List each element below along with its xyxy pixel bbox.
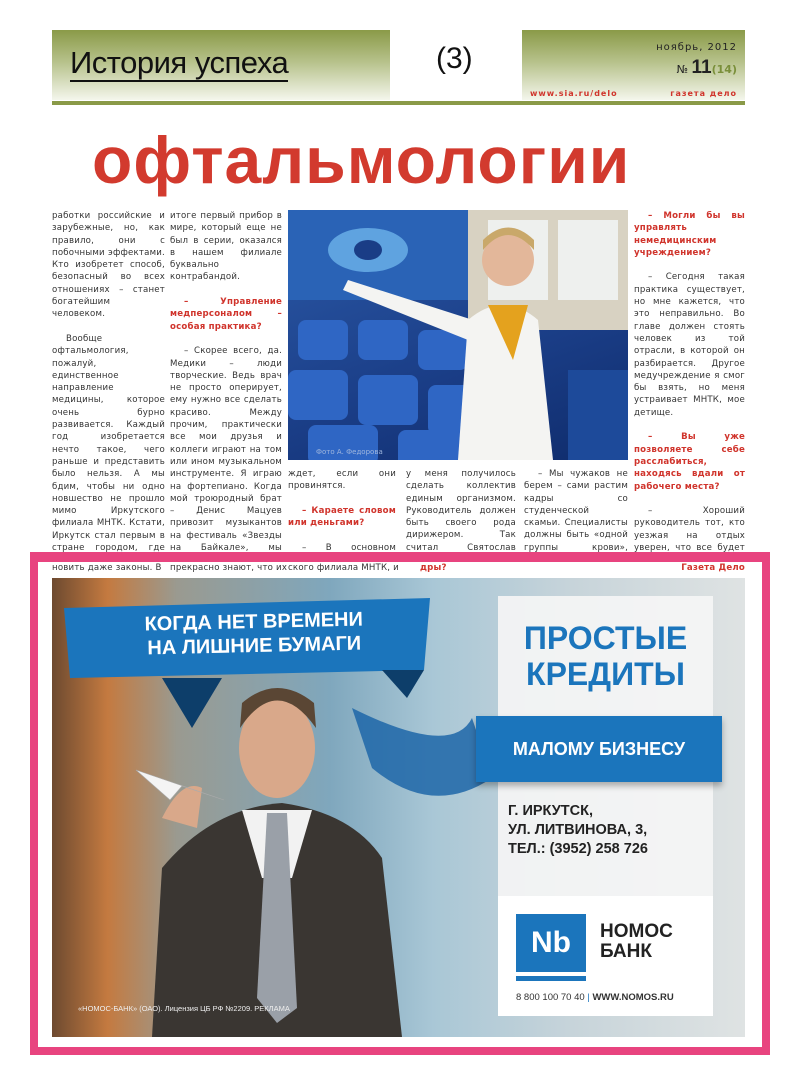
paragraph: ждет, если они провинятся. — [288, 469, 396, 492]
site-url[interactable]: www.sia.ru/delo — [530, 89, 618, 98]
article-title: офтальмологии — [92, 123, 631, 197]
page-number: (3) — [436, 42, 473, 75]
ad-legal-text: «НОМОС-БАНК» (ОАО). Лицензия ЦБ РФ №2209. РЕКЛАМА — [78, 1004, 290, 1013]
bank-contacts: 8 800 100 70 40 | WWW.NOMOS.RU — [516, 992, 674, 1003]
section-title: История успеха — [70, 45, 289, 80]
article-signature: Газета Дело — [681, 563, 745, 573]
text-column — [524, 468, 628, 552]
ad-info-panel — [498, 596, 713, 1016]
continued-text: прекрасно знают, что их — [170, 563, 288, 573]
bank-logo-box — [498, 896, 713, 1016]
continued-text: ского филиала МНТК, и — [288, 563, 399, 573]
continued-text: дры? — [420, 563, 447, 573]
paragraph: – В основном — [302, 542, 396, 552]
interview-question: – Вы уже позволяете себе расслабиться, находясь вдали от рабочего места? — [634, 432, 745, 492]
paragraph: Вообще офтальмология, пожалуй, единственное направление медицины, которое очень бурно развивается. Каждый год изобретается нечто такое, чего раньше и представить было нельзя. А мы бдим, чтобы ни одно новшество не прошло мимо Иркутского филиала МНТК. Кстати, Иркутск стал первым в стране городом, где — [52, 333, 165, 552]
nomos-logo-icon: Nb — [516, 914, 586, 972]
interview-question: – Управление медперсоналом – особая практика? — [170, 297, 282, 332]
ad-ribbon: МАЛОМУ БИЗНЕСУ — [476, 716, 722, 782]
paragraph: – Мы чужаков не берем – сами растим кадры со студенческой скамьи. Специалисты должны быть «одной группы крови», — [524, 469, 628, 552]
continued-text: новить даже законы. В — [52, 563, 162, 573]
text-column — [52, 210, 165, 552]
paper-name: газета дело — [670, 89, 737, 98]
ad-address: Г. ИРКУТСК, УЛ. ЛИТВИНОВА, 3, ТЕЛ.: (3952) 258 726 — [508, 803, 648, 857]
issue-date: ноябрь, 2012 — [656, 42, 737, 53]
interview-question: – Могли бы вы управлять немедицинским учреждением? — [634, 211, 745, 258]
text-column — [634, 210, 745, 552]
text-column — [288, 468, 396, 552]
ad-banner-text: КОГДА НЕТ ВРЕМЕНИ НА ЛИШНИЕ БУМАГИ — [144, 608, 364, 660]
paragraph: итоге первый прибор в мире, который еще не был в серии, оказался в нашем филиале буквально контрабандой. — [170, 211, 282, 283]
paragraph: – Скорее всего, да. Медики – люди творческие. Ведь врач не просто оперирует, ему нужно все сделать красиво. Между прочим, практически все мои друзья и коллеги играют на том или ином музыкальном инструменте. Я играю на фортепиано. Когда мой троюродный брат – Денис Мацуев привозит музыкантов на фестиваль «Звезды на Байкале», мы — [170, 346, 282, 552]
paragraph: – Хороший руководитель тот, кто уезжая на отдых уверен, что все будет — [634, 506, 745, 552]
bank-name: НОМОС БАНК — [600, 921, 673, 962]
bank-advertisement[interactable] — [52, 578, 745, 1037]
paragraph: работки российские и зарубежные, но, как правило, они с побочными эффектами. Кто изобретет способ, безопасный во всех отношениях – станет богатейшим человеком. — [52, 211, 165, 320]
text-column — [170, 210, 282, 552]
paragraph: у меня получилось сделать коллектив единым организмом. Руководитель должен быть своего рода дирижером. Так считал Святослав — [406, 469, 516, 552]
issue-box — [522, 30, 745, 100]
text-column — [406, 468, 516, 552]
photo-credit: Фото А. Федорова — [316, 448, 383, 456]
section-header — [52, 30, 390, 100]
divider — [52, 101, 745, 105]
issue-number: № 11(14) — [676, 57, 737, 78]
bank-site-link[interactable]: WWW.NOMOS.RU — [592, 992, 674, 1003]
interview-question: – Караете словом или деньгами? — [288, 505, 396, 529]
ad-headline: ПРОСТЫЕ КРЕДИТЫ — [523, 620, 688, 692]
paragraph: – Сегодня такая практика существует, но мне кажется, что это неправильно. Во главе должен стоять человек из той отрасли, в которой он разбирается. Другое медучреждение я смог бы взять, но меня устраивает МНТК, мое детище. — [634, 272, 745, 418]
article-photo — [288, 210, 628, 460]
